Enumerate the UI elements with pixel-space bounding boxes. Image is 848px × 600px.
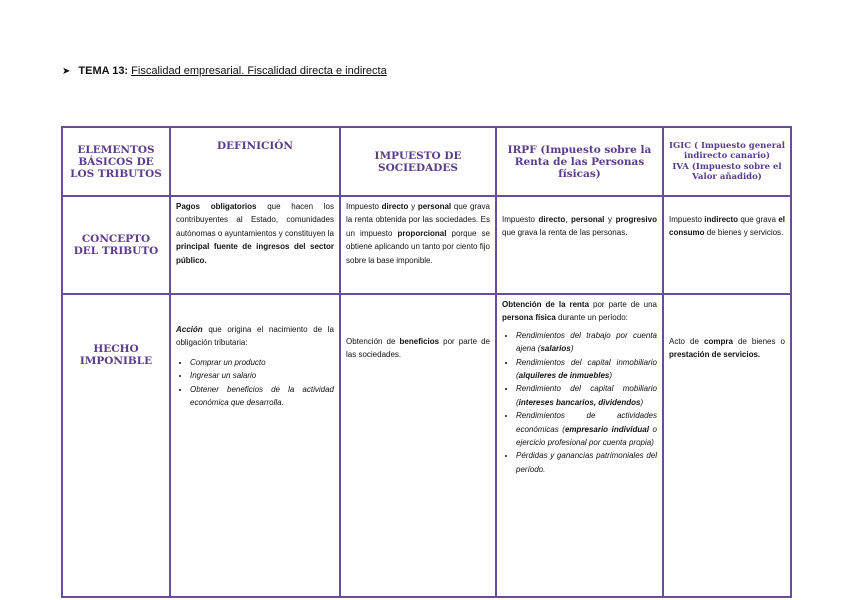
page-heading [62,64,387,79]
list-item: • Rendimientos del trabajo por cuenta ajena (salarios) [516,329,657,356]
header-igic-iva [663,127,791,196]
concepto-igic-iva: Impuesto indirecto que grava el consumo de bienes y servicios. [663,196,791,294]
list-item: • Comprar un producto [190,356,334,369]
list-item: • Ingresar un salario [190,369,334,382]
concepto-definicion: Pagos obligatorios que hacen los contribuyentes al Estado, comunidades autónomas o ayuntamientos y constituyen la principal fuente de ingresos del sector público. [170,196,340,294]
hecho-impuesto-sociedades: Obtención de beneficios por parte de las sociedades. [340,294,496,597]
hecho-definicion-list [176,356,334,410]
hecho-igic-iva: Acto de compra de bienes o prestación de servicios. [663,294,791,597]
header-row [62,127,791,196]
heading-title: Fiscalidad empresarial. Fiscalidad directa e indirecta [131,65,387,77]
row-concepto-label: CONCEPTO DEL TRIBUTO [62,196,170,294]
arrow-bullet-icon: ➤ [62,66,71,77]
heading-prefix: TEMA 13: [78,65,129,77]
header-iva: IVA (Impuesto sobre el Valor añadido) [672,161,782,182]
list-item: • Pérdidas y ganancias patrimoniales del período. [516,449,657,476]
list-item: • Obtener beneficios de la actividad económica que desarrolla. [190,383,334,410]
hecho-irpf-list [502,329,657,476]
header-definicion: DEFINICIÓN [170,127,340,196]
concepto-impuesto-sociedades: Impuesto directo y personal que grava la renta obtenida por las sociedades. Es un impuesto proporcional porque se obtiene aplicando un tanto por ciento fijo sobre la base imponible. [340,196,496,294]
hecho-definicion: Acción que origina el nacimiento de la obligación tributaria: • Comprar un producto • Ingresar un salario • Obtener beneficios de la actividad económica que desarrolla. [170,294,340,597]
row-hecho-imponible [62,294,791,597]
concepto-irpf: Impuesto directo, personal y progresivo que grava la renta de las personas. [496,196,663,294]
row-hecho-label: HECHO IMPONIBLE [62,294,170,597]
header-impuesto-sociedades: IMPUESTO DE SOCIEDADES [340,127,496,196]
row-concepto [62,196,791,294]
tributos-table [61,126,792,598]
header-irpf: IRPF (Impuesto sobre la Renta de las Personas físicas) [496,127,663,196]
list-item: • Rendimientos de actividades económicas (empresario individual o ejercicio profesional por cuenta propia) [516,409,657,449]
list-item: • Rendimiento del capital mobiliario (intereses bancarios, dividendos) [516,382,657,409]
header-elementos: ELEMENTOS BÁSICOS DE LOS TRIBUTOS [62,127,170,196]
header-igic: IGIC ( Impuesto general indirecto canario) [669,140,785,162]
list-item: • Rendimientos del capital inmobiliario (alquileres de inmuebles) [516,356,657,383]
hecho-irpf: Obtención de la renta por parte de una persona física durante un período: • Rendimientos del trabajo por cuenta ajena (salarios) • Rendimientos del capital inmobiliario (alquileres de inmuebles) • Rendimiento del capital mobiliario (intereses bancarios, dividendos) • Rendimientos de actividades económicas (empresario individual o ejercicio profesional por cuenta propia) • Pérdidas y ganancias patrimoniales del período. [496,294,663,597]
